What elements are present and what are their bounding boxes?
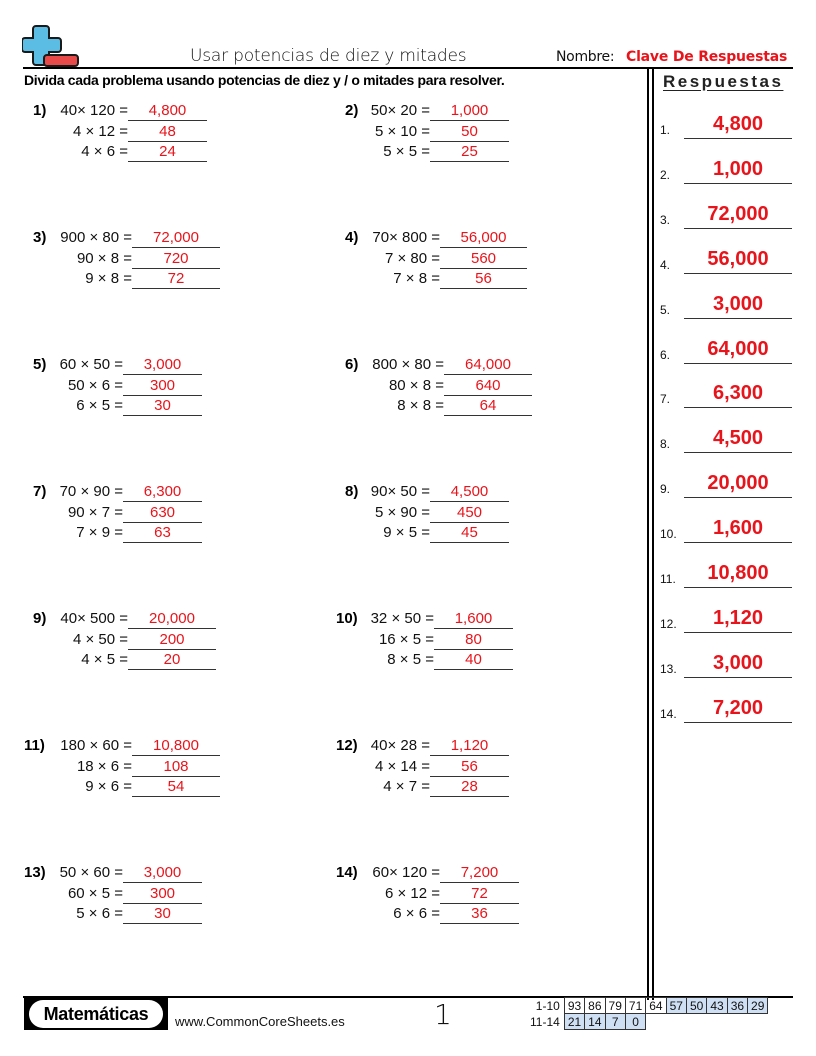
answer-number: 11. (660, 572, 676, 586)
answer-blank: 4,800 (128, 101, 207, 121)
answer-number: 14. (660, 707, 677, 721)
answer-blank: 64 (444, 396, 532, 416)
site-url: www.CommonCoreSheets.es (175, 1014, 345, 1029)
column-divider (652, 69, 654, 1000)
brand-label: Matemáticas (29, 1000, 163, 1028)
problem-label: 6) (345, 356, 359, 373)
problem-label: 4) (345, 229, 359, 246)
answer-row (660, 244, 792, 274)
answer-blank: 3,000 (123, 355, 202, 375)
answer-blank: 45 (430, 523, 509, 543)
score-cell: 7 (605, 1014, 625, 1030)
answer-blank: 63 (123, 523, 202, 543)
equation: 32 × 50 = (370, 610, 434, 627)
answer-blank: 720 (132, 249, 220, 269)
answer-blank: 56,000 (440, 228, 527, 248)
answer-blank: 72 (440, 884, 519, 904)
answer-value: 6,300 (712, 382, 764, 404)
equation: 7 × 80 = (384, 249, 440, 267)
answer-blank: 450 (430, 503, 509, 523)
answer-value: 1,600 (712, 517, 764, 539)
equation: 4 × 14 = (374, 757, 430, 775)
equation: 7 × 9 = (76, 524, 123, 541)
answer-line (684, 318, 792, 320)
score-cell: 79 (605, 998, 625, 1014)
answer-row (660, 513, 792, 543)
equation: 6 × 6 = (393, 905, 440, 922)
equation: 4 × 7 = (383, 778, 430, 795)
column-divider (647, 69, 649, 1000)
answer-number: 3. (660, 213, 671, 227)
answer-number: 12. (660, 617, 677, 631)
equation: 90 × 8 = (76, 249, 132, 267)
answer-blank: 1,600 (434, 609, 513, 629)
answer-blank: 36 (440, 904, 519, 924)
answer-value: 1,120 (712, 607, 764, 629)
score-cell: 93 (564, 998, 584, 1014)
equation: 18 × 6 = (76, 757, 132, 775)
answer-number: 9. (660, 482, 671, 496)
problem-label: 14) (336, 864, 358, 881)
equation: 9 × 5 = (383, 524, 430, 541)
score-cell: 29 (748, 998, 768, 1014)
score-cell: 0 (625, 1014, 645, 1030)
answer-number: 8. (660, 437, 671, 451)
equation: 50 × 6 = (67, 376, 123, 394)
answer-blank: 30 (123, 904, 202, 924)
answer-value: 7,200 (712, 697, 764, 719)
answer-number: 2. (660, 168, 671, 182)
answer-blank: 300 (123, 884, 202, 904)
answer-row (660, 199, 792, 229)
equation: 8 × 5 = (387, 651, 434, 668)
problem-label: 11) (24, 737, 45, 754)
answer-row (660, 603, 792, 633)
problem-label: 2) (345, 102, 359, 119)
equation: 80 × 8 = (388, 376, 444, 394)
answer-blank: 56 (440, 269, 527, 289)
answer-blank: 48 (128, 122, 207, 142)
equation: 40× 500 = (60, 610, 128, 627)
answer-value: 4,800 (712, 113, 764, 135)
instructions: Divida cada problema usando potencias de diez y / o mitades para resolver. (24, 72, 505, 88)
score-row (527, 998, 768, 1014)
score-cell: 57 (666, 998, 686, 1014)
answer-line (684, 452, 792, 454)
equation: 5 × 90 = (374, 503, 430, 521)
equation: 60 × 50 = (59, 356, 123, 373)
answer-blank: 64,000 (444, 355, 532, 375)
answers-heading: Respuestas (663, 72, 784, 91)
answer-row (660, 109, 792, 139)
answer-line (684, 542, 792, 544)
page-number: 1 (434, 998, 452, 1031)
answer-value: 1,000 (712, 158, 764, 180)
problem-label: 10) (336, 610, 358, 627)
equation: 5 × 5 = (383, 143, 430, 160)
equation: 180 × 60 = (60, 737, 132, 754)
answer-line (684, 363, 792, 365)
score-table (527, 997, 768, 1030)
answer-row (660, 334, 792, 364)
header-divider (23, 67, 793, 69)
answer-line (684, 587, 792, 589)
answer-blank: 1,120 (430, 736, 509, 756)
plus-minus-logo-icon (22, 24, 80, 68)
answer-line (684, 722, 792, 724)
score-cell: 64 (646, 998, 666, 1014)
equation: 6 × 5 = (76, 397, 123, 414)
equation: 7 × 8 = (393, 270, 440, 287)
answer-value: 3,000 (712, 293, 764, 315)
score-cell: 43 (707, 998, 727, 1014)
answer-blank: 108 (132, 757, 220, 777)
answer-blank: 7,200 (440, 863, 519, 883)
answer-number: 7. (660, 392, 671, 406)
answer-row (660, 558, 792, 588)
answer-row (660, 289, 792, 319)
answer-blank: 10,800 (132, 736, 220, 756)
answer-blank: 6,300 (123, 482, 202, 502)
equation: 90× 50 = (370, 483, 430, 500)
problem-label: 12) (336, 737, 358, 754)
problem-label: 9) (33, 610, 47, 627)
equation: 50× 20 = (370, 102, 430, 119)
problem-label: 3) (33, 229, 47, 246)
answer-value: 56,000 (707, 248, 769, 270)
answer-line (684, 677, 792, 679)
score-cell: 86 (585, 998, 605, 1014)
score-row (527, 1014, 768, 1030)
answer-line (684, 407, 792, 409)
answer-row (660, 693, 792, 723)
worksheet-title: Usar potencias de diez y mitades (190, 46, 467, 66)
equation: 60 × 5 = (67, 884, 123, 902)
equation: 70 × 90 = (59, 483, 123, 500)
answer-number: 1. (660, 123, 671, 137)
name-value: Clave De Respuestas (626, 49, 788, 65)
answer-blank: 28 (430, 777, 509, 797)
answer-line (684, 632, 792, 634)
answer-value: 3,000 (712, 652, 764, 674)
answer-value: 72,000 (707, 203, 769, 225)
answer-blank: 1,000 (430, 101, 509, 121)
equation: 4 × 50 = (72, 630, 128, 648)
answer-number: 6. (660, 348, 671, 362)
equation: 4 × 6 = (81, 143, 128, 160)
problem-label: 13) (24, 864, 46, 881)
name-label: Nombre: (556, 49, 615, 65)
answer-value: 4,500 (712, 427, 764, 449)
answer-blank: 560 (440, 249, 527, 269)
answer-blank: 630 (123, 503, 202, 523)
answer-blank: 20 (128, 650, 216, 670)
answer-value: 10,800 (707, 562, 769, 584)
answer-blank: 20,000 (128, 609, 216, 629)
score-row-label: 11-14 (530, 1014, 560, 1029)
answer-line (684, 497, 792, 499)
answer-blank: 54 (132, 777, 220, 797)
equation: 16 × 5 = (378, 630, 434, 648)
answer-line (684, 138, 792, 140)
answer-blank: 4,500 (430, 482, 509, 502)
answer-number: 5. (660, 303, 671, 317)
equation: 5 × 10 = (374, 122, 430, 140)
equation: 8 × 8 = (397, 397, 444, 414)
answer-blank: 25 (430, 142, 509, 162)
answer-row (660, 378, 792, 408)
equation: 70× 800 = (372, 229, 440, 246)
score-cell: 50 (686, 998, 706, 1014)
equation: 4 × 5 = (81, 651, 128, 668)
equation: 50 × 60 = (59, 864, 123, 881)
answer-number: 10. (660, 527, 677, 541)
score-row-label: 1-10 (535, 998, 560, 1013)
score-cell: 71 (625, 998, 645, 1014)
score-cell: 14 (585, 1014, 605, 1030)
answer-number: 13. (660, 662, 677, 676)
equation: 5 × 6 = (76, 905, 123, 922)
equation: 90 × 7 = (67, 503, 123, 521)
problem-label: 1) (33, 102, 47, 119)
answer-number: 4. (660, 258, 671, 272)
answer-blank: 30 (123, 396, 202, 416)
problem-label: 5) (33, 356, 47, 373)
equation: 4 × 12 = (72, 122, 128, 140)
answer-blank: 40 (434, 650, 513, 670)
equation: 9 × 6 = (85, 778, 132, 795)
answer-blank: 50 (430, 122, 509, 142)
answer-row (660, 648, 792, 678)
answer-blank: 200 (128, 630, 216, 650)
score-cell: 36 (727, 998, 747, 1014)
answer-line (684, 273, 792, 275)
answer-blank: 3,000 (123, 863, 202, 883)
answer-blank: 56 (430, 757, 509, 777)
brand-badge (24, 998, 168, 1030)
equation: 9 × 8 = (85, 270, 132, 287)
answer-blank: 300 (123, 376, 202, 396)
answer-blank: 80 (434, 630, 513, 650)
answer-row (660, 468, 792, 498)
answer-blank: 72,000 (132, 228, 220, 248)
problem-label: 8) (345, 483, 359, 500)
equation: 40× 120 = (60, 102, 128, 119)
answer-value: 64,000 (707, 338, 769, 360)
answer-line (684, 228, 792, 230)
equation: 900 × 80 = (60, 229, 132, 246)
answer-row (660, 423, 792, 453)
equation: 800 × 80 = (372, 356, 444, 373)
equation: 6 × 12 = (384, 884, 440, 902)
answer-blank: 72 (132, 269, 220, 289)
score-cell: 21 (564, 1014, 584, 1030)
equation: 60× 120 = (372, 864, 440, 881)
answer-blank: 24 (128, 142, 207, 162)
answer-blank: 640 (444, 376, 532, 396)
equation: 40× 28 = (370, 737, 430, 754)
answer-line (684, 183, 792, 185)
problem-label: 7) (33, 483, 47, 500)
answer-value: 20,000 (707, 472, 769, 494)
answer-row (660, 154, 792, 184)
